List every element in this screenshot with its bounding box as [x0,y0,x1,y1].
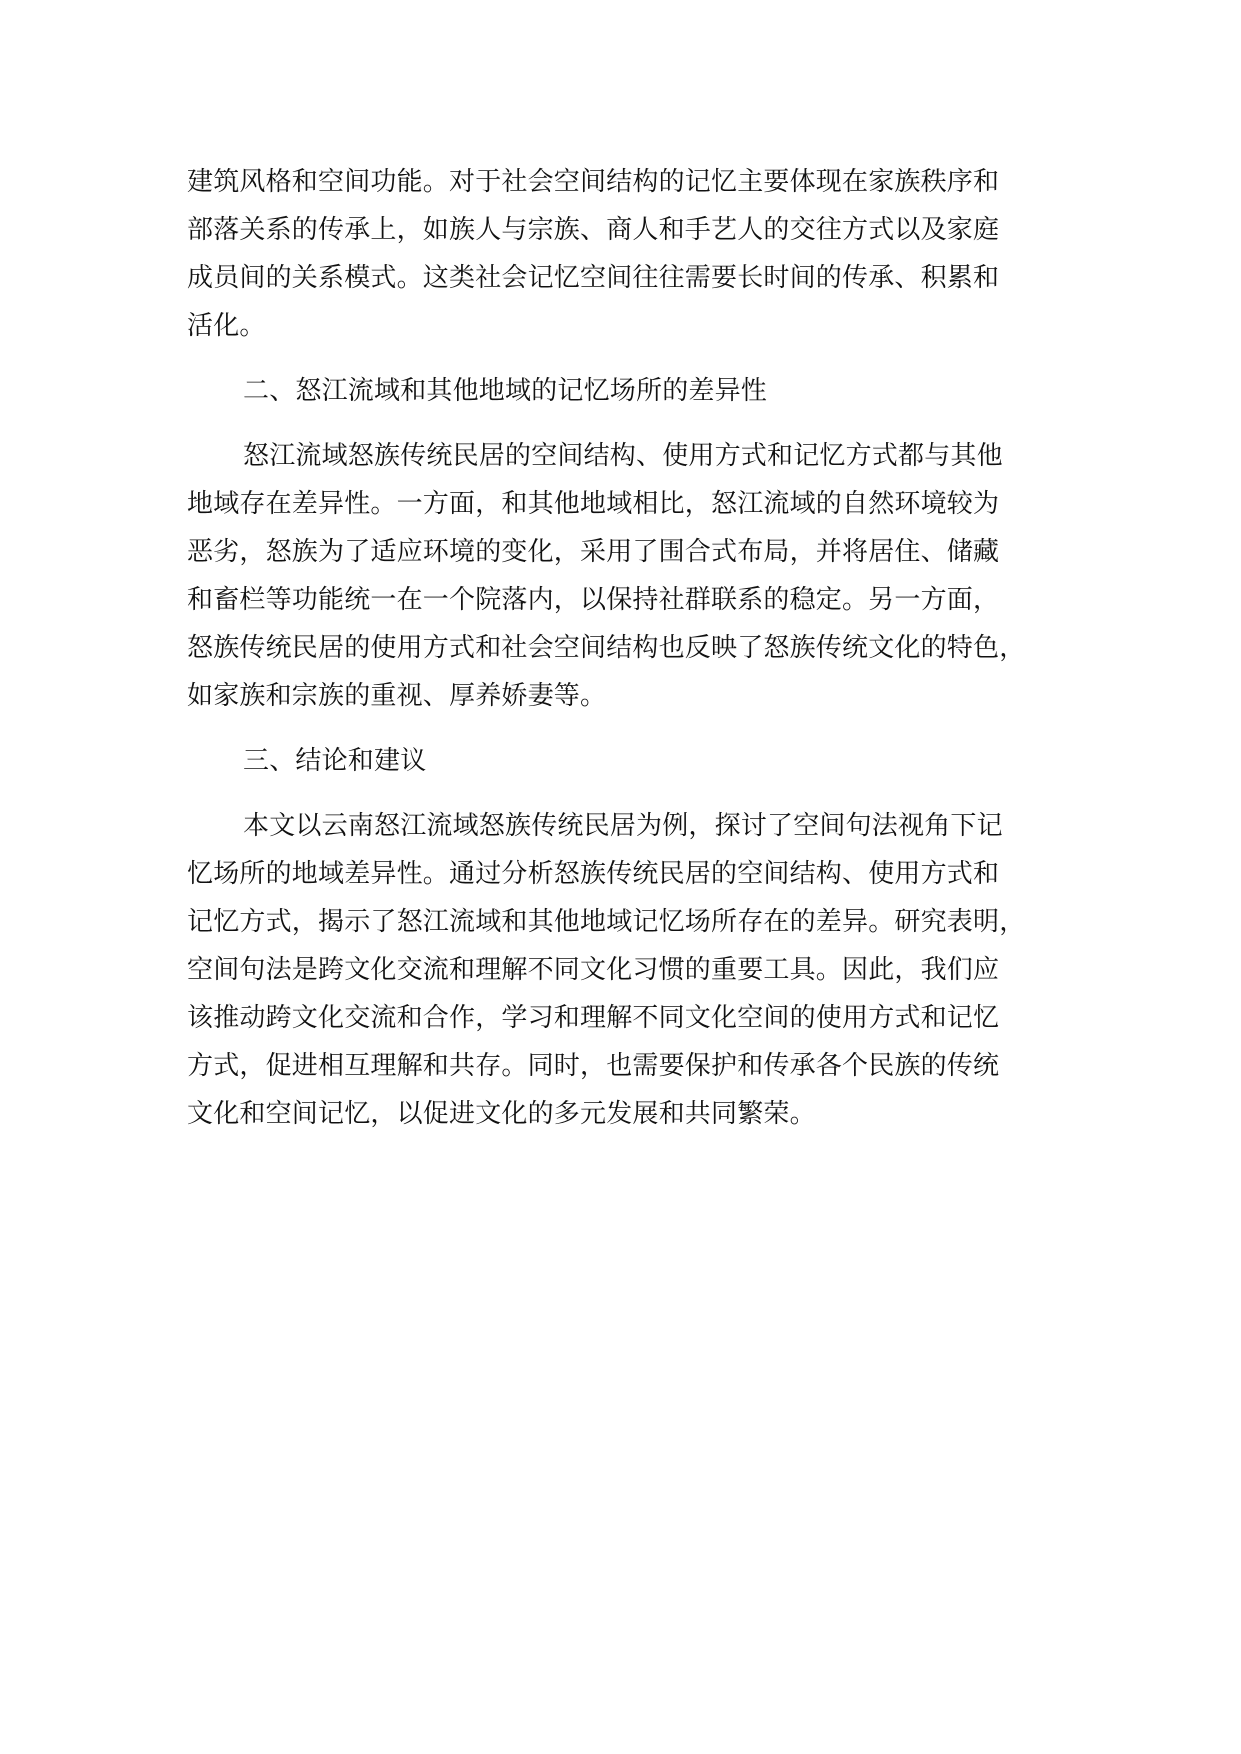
paragraph-conclusion [187,802,1077,1138]
text-line: 部落关系的传承上，如族人与宗族、商人和手艺人的交往方式以及家庭 [187,215,1000,245]
text-line: 怒族传统民居的使用方式和社会空间结构也反映了怒族传统文化的特色， [187,633,1026,663]
text-line: 怒江流域怒族传统民居的空间结构、使用方式和记忆方式都与其他 [243,441,1003,471]
text-line: 活化。 [187,311,266,341]
text-line: 如家族和宗族的重视、厚养娇妻等。 [187,681,607,711]
text-line: 本文以云南怒江流域怒族传统民居为例，探讨了空间句法视角下记 [243,811,1003,841]
text-line: 建筑风格和空间功能。对于社会空间结构的记忆主要体现在家族秩序和 [187,167,1000,197]
text-line: 和畜栏等功能统一在一个院落内，以保持社群联系的稳定。另一方面， [187,585,1000,615]
text-line: 空间句法是跨文化交流和理解不同文化习惯的重要工具。因此，我们应 [187,955,1000,985]
text-line: 成员间的关系模式。这类社会记忆空间往往需要长时间的传承、积累和 [187,263,1000,293]
text-line: 忆场所的地域差异性。通过分析怒族传统民居的空间结构、使用方式和 [187,859,1000,889]
section-heading-2: 二、怒江流域和其他地域的记忆场所的差异性 [243,376,768,406]
text-line: 恶劣，怒族为了适应环境的变化，采用了围合式布局，并将居住、储藏 [187,537,1000,567]
document-page [187,158,1077,1138]
text-line: 文化和空间记忆，以促进文化的多元发展和共同繁荣。 [187,1099,816,1129]
paragraph-differences [187,432,1077,720]
text-line: 方式，促进相互理解和共存。同时，也需要保护和传承各个民族的传统 [187,1051,1000,1081]
section-heading-3: 三、结论和建议 [243,746,427,776]
text-line: 记忆方式，揭示了怒江流域和其他地域记忆场所存在的差异。研究表明， [187,907,1026,937]
text-line: 该推动跨文化交流和合作，学习和理解不同文化空间的使用方式和记忆 [187,1003,1000,1033]
text-line: 地域存在差异性。一方面，和其他地域相比，怒江流域的自然环境较为 [187,489,1000,519]
paragraph-continuation [187,158,1077,350]
